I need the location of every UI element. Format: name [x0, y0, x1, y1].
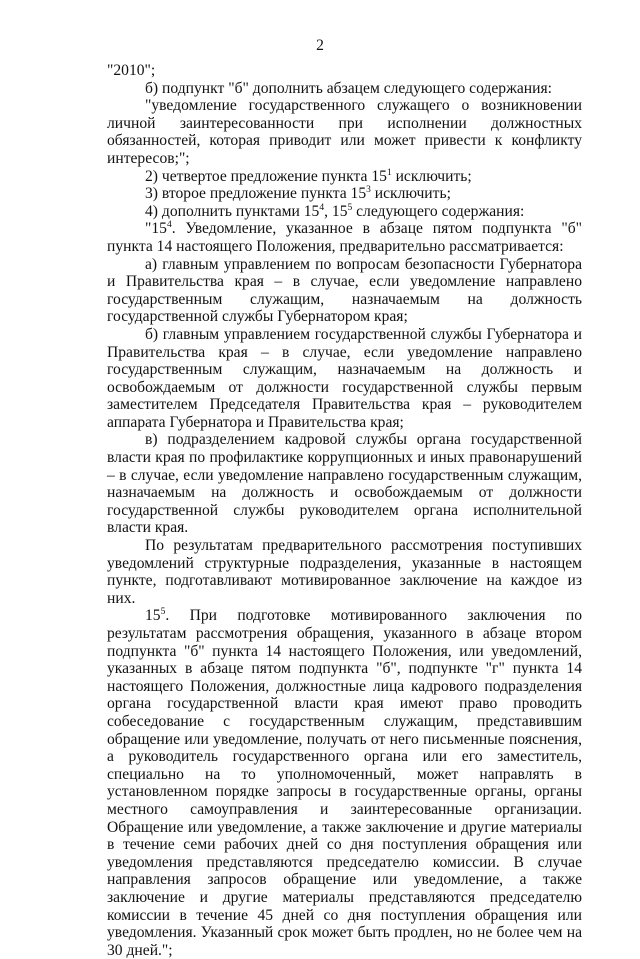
- text-run: , 15: [324, 202, 348, 220]
- text-run: б) главным управлением государственной службы Губернатора и Правительства края – в случае, если уведомление направлено государственным служащим, назначаемым на должность и освобождаемым от должности государственной службы первым заместителем Председателя Правительства края – руководителем аппарата Губернатора и Правительства края;: [107, 325, 582, 431]
- text-run: "2010";: [107, 62, 156, 79]
- paragraph: [107, 220, 582, 255]
- superscript-index: 4: [319, 202, 325, 213]
- superscript-index: 5: [160, 607, 166, 618]
- text-run: 15: [145, 607, 161, 625]
- text-run: 4) дополнить пунктами 15: [145, 202, 320, 220]
- paragraph: [107, 185, 582, 203]
- text-run: . Уведомление, указанное в абзаце пятом подпункта "б" пункта 14 настоящего Положения, предварительно рассматривается:: [107, 220, 582, 255]
- paragraph: [107, 203, 582, 221]
- paragraph: [107, 80, 582, 98]
- paragraph: [107, 537, 582, 607]
- text-run: 3) второе предложение пункта 15: [145, 185, 367, 203]
- paragraph: [107, 256, 582, 326]
- superscript-index: 5: [347, 202, 353, 213]
- document-body: [107, 62, 582, 959]
- text-run: б) подпункт "б" дополнить абзацем следующего содержания:: [145, 79, 552, 97]
- paragraph: [107, 168, 582, 186]
- paragraph: [107, 607, 582, 959]
- text-run: По результатам предварительного рассмотрения поступивших уведомлений структурные подразделения, указанные в настоящем пункте, подготавливают мотивированное заключение на каждое из них.: [107, 537, 582, 607]
- superscript-index: 4: [166, 220, 172, 231]
- superscript-index: 3: [366, 185, 371, 196]
- paragraph: [107, 97, 582, 167]
- text-run: в) подразделением кадровой службы органа государственной власти края по профилактике коррупционных и иных правонарушений – в случае, если уведомление направлено государственным служащим, назначаемым на должность и освобождаемым от должности государственной службы руководителем органа исполнительной власти края.: [107, 431, 582, 537]
- page-number: 2: [316, 37, 324, 54]
- text-run: . При подготовке мотивированного заключения по результатам рассмотрения обращения, указанного в абзаце втором подпункта "б" пункта 14 настоящего Положения, или уведомлений, указанных в абзаце пятом подпункта "б", подпункте "г" пункта 14 настоящего Положения, должностные лица кадрового подразделения органа государственной власти края имеют право проводить собеседование с государственным служащим, представившим обращение или уведомление, получать от него письменные пояснения, а руководитель государственного органа или его заместитель, специально на то уполномоченный, может направлять в установленном порядке запросы в государственные органы, органы местного самоуправления и заинтересованные организации. Обращение или уведомление, а также заключение и другие материалы в течение семи рабочих дней со дня поступления обращения или уведомления представляются председателю комиссии. В случае направления запросов обращение или уведомление, а также заключение и другие материалы представляются председателю комиссии в течение 45 дней со дня поступления обращения или уведомления. Указанный срок может быть продлен, но не более чем на 30 дней.";: [107, 607, 582, 959]
- text-run: 2) четвертое предложение пункта 15: [145, 167, 387, 185]
- text-run: следующего содержания:: [352, 202, 525, 220]
- paragraph: [107, 326, 582, 432]
- text-run: "15: [145, 220, 167, 238]
- paragraph: [107, 431, 582, 537]
- text-run: исключить;: [370, 185, 451, 203]
- text-run: а) главным управлением по вопросам безопасности Губернатора и Правительства края – в случае, если уведомление направлено государственным служащим, назначаемым на должность государственной службы Губернатором края;: [107, 255, 582, 326]
- superscript-index: 1: [386, 167, 392, 178]
- text-run: исключить;: [391, 167, 472, 185]
- text-run: "уведомление государственного служащего о возникновении личной заинтересованности при исполнении должностных обязанностей, которая приводит или может привести к конфликту интересов;";: [107, 97, 582, 167]
- paragraph: [107, 62, 582, 80]
